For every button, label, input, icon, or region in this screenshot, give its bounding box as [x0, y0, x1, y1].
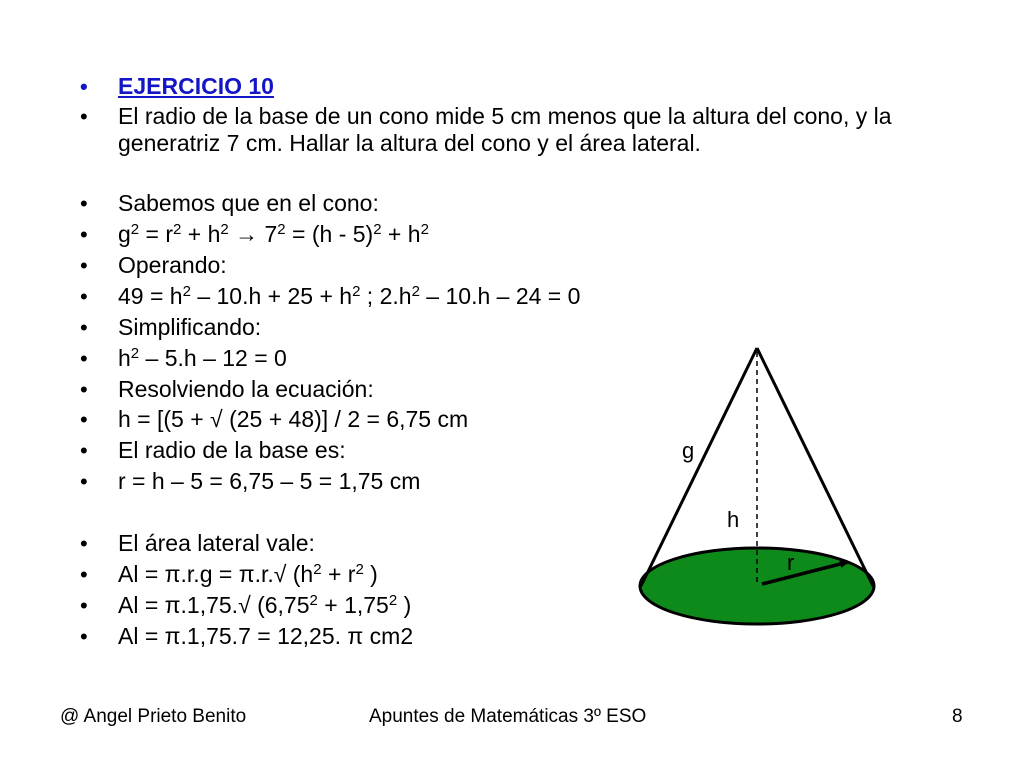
line-height-result: • h = [(5 + √ (25 + 48)] / 2 = 6,75 cm	[118, 406, 468, 433]
line-area-intro: • El área lateral vale:	[118, 530, 315, 557]
footer-course: Apuntes de Matemáticas 3º ESO	[369, 706, 647, 727]
line-quadratic: • $h^2 - 5.h - 12 = 0$	[118, 345, 287, 372]
line-pythagoras: • $g^2 = r^2 + h^2 \to 7^2 = (h - 5)^2 + h^2$	[118, 221, 429, 248]
line-cone-known: • Sabemos que en el cono:	[118, 190, 379, 217]
line-resolviendo: • Resolviendo la ecuación:	[118, 376, 374, 403]
exercise-heading: • EJERCICIO 10	[118, 73, 274, 100]
footer-page-number: 8	[952, 706, 963, 727]
line-simplificando: • Simplificando:	[118, 314, 261, 341]
label-r: r	[787, 550, 795, 575]
line-area-substitution: • Al = π.1,75.√ ($6,75^2 + 1,75^2$ )	[118, 592, 411, 619]
line-radius-intro: • El radio de la base es:	[118, 437, 346, 464]
line-expansion: • $49 = h^2 - 10.h + 25 + h^2$ ; $2.h^2 - 10.h - 24 = 0$	[118, 283, 580, 310]
line-area-formula: • Al = π.r.g = π.r.√ ($h^2 + r^2$ )	[118, 561, 378, 588]
label-g: g	[682, 438, 695, 463]
line-area-result: • Al = π.1,75.7 = 12,25. π cm2	[118, 623, 413, 650]
problem-statement: • El radio de la base de un cono mide 5 cm menos que la altura del cono, y la generatriz 7 cm. Hallar la altura del cono y el área lateral.	[118, 103, 948, 157]
label-h: h	[727, 507, 740, 532]
footer-author: @ Angel Prieto Benito	[60, 706, 247, 727]
line-radius-result: • r = h – 5 = 6,75 – 5 = 1,75 cm	[118, 468, 420, 495]
cone-diagram	[630, 340, 890, 630]
line-operando: • Operando:	[118, 252, 227, 279]
